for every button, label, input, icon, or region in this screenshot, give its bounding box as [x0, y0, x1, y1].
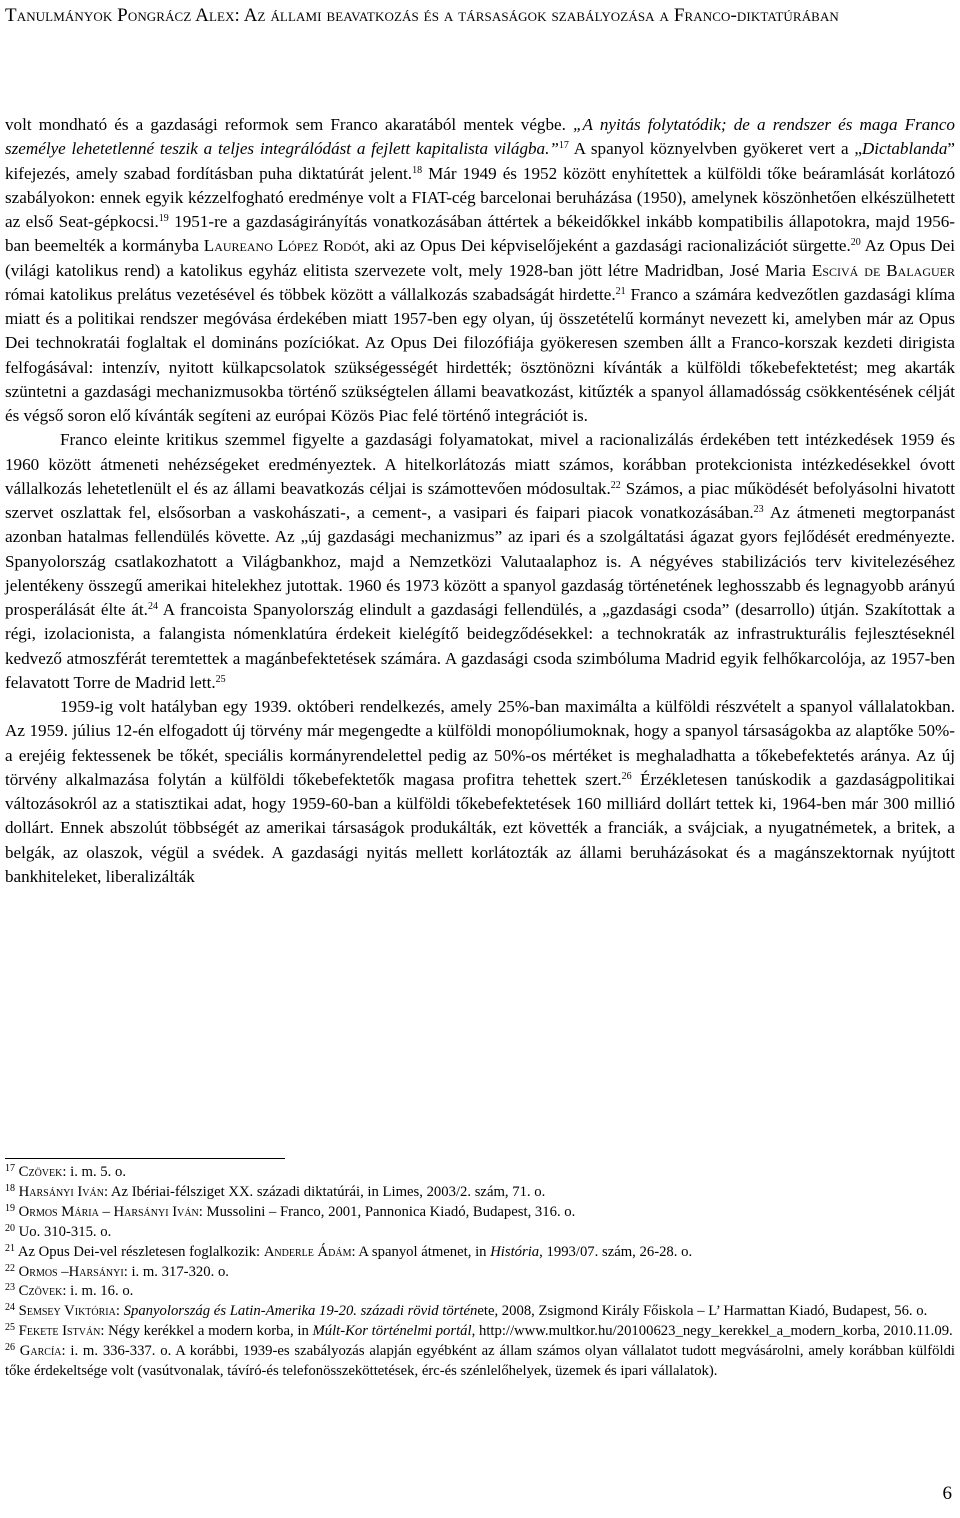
paragraph: volt mondható és a gazdasági reformok sem Franco akaratából mentek végbe. „A nyitás folytatódik; de a rendszer és maga Franco személye lehetetlenné teszik a teljes integrálódást a fejlett kapitalista világba.”$^{17}$ A spanyol köznyelvben gyökeret vert a „Dictablanda” kifejezés, amely szabad fordításban puha diktatúrát jelent.$^{18}$ Már 1949 és 1952 között enyhítettek a külföldi tőke beáramlását korlátozó szabályokon: ennek egyik kézzelfogható eredménye volt a FIAT-cég barcelonai beruházása (1950), amelynek köszönhetően elkészülhetett az első Seat-gépkocsi.$^{19}$ 1951-re a gazdaságirányítás vonatkozásában áttértek a békeidőkkel inkább kompatibilis állapotokra, majd 1956-ban beemelték a kormányba Laureano López Rodót, aki az Opus Dei képviselőjeként a gazdasági racionalizációt sürgette.$^{20}$ Az Opus Dei (világi katolikus rend) a katolikus egyház elitista szervezete volt, mely 1928-ban jött létre Madridban, José Maria Escivá de Balaguer római katolikus prelátus vezetésével és többek között a vállalkozás szabadságát hirdette.$^{21}$ Franco a számára kedvezőtlen gazdasági klíma miatt és a politikai rendszer megóvása érdekében miatt 1957-ben egy olyan, új összetételű kormányt nevezett ki, amelyben már az Opus Dei technokratái foglaltak el domináns pozíciókat. Az Opus Dei filozófiája gyökeresen szemben állt a Franco-korszak kezdeti dirigista felfogásával: intenzív, nyitott külkapcsolatok szükségességét hirdették; ösztönözni kívánták a külföldi tőkebefektetést; meg akarták szüntetni a gazdasági mechanizmusokba történő szükségtelen állami beavatkozást, kitűzték a spanyol államadósság csökkentésének célját és végső soron elő kívánták segíteni az európai Közös Piac felé történő integrációt is.: [5, 115, 956, 425]
footnote-ref[interactable]: 24: [147, 601, 158, 612]
footnote-ref[interactable]: 21: [615, 285, 626, 297]
paragraph: 1959-ig volt hatályban egy 1939. októberi rendelkezés, amely 25%-ban maximálta a külföldi részvételt a spanyol vállalatokban. Az 1959. július 12-én elfogadott új törvény már megengedte a külföldi monopóliumoknak, hogy a spanyol társaságokba az alaptőke 50%-a erejéig fektessenek be tőkét, speciális kormányrendelettel pedig az 50%-os mértéket is meghaladhatta a tőkebefektetés aránya. Az új törvény alkalmazása folytán a külföldi tőkebefektetők magasa profitra tehettek szert.$^{26}$ Érzékletesen tanúskodik a gazdaságpolitikai változásokról az a statisztikai adat, hogy 1959-60-ban a külföldi tőkebefektetések 160 milliárd dollárt tettek ki, 1964-ben már 300 millió dollárt. Ennek abszolút többségét az amerikai társaságok produkálták, ezt követték a franciák, a svájciak, a nyugatnémetek, a britek, a belgák, az olaszok, végül a svédek. A gazdasági nyitás mellett korlátozták az állami beruházásokat és a magánszektornak nyújtott bankhiteleket, liberalizálták: [5, 697, 955, 886]
footnote: $^{18}$ Harsányi Iván: Az Ibériai-félsziget XX. századi diktatúrái, in Limes, 2003/2. szám, 71. o.: [5, 1182, 546, 1200]
footnote: $^{20}$ Uo. 310-315. o.: [5, 1222, 112, 1240]
footnote-ref[interactable]: 17: [558, 140, 569, 152]
running-header: Tanulmányok Pongrácz Alex: Az állami beavatkozás és a társaságok szabályozása a Franco-diktatúrában: [5, 5, 839, 26]
footnotes: [5, 1163, 955, 1382]
quote: „A nyitás folytatódik; de a rendszer és maga Franco személye lehetetlenné teszik a teljes integrálódást a fejlett kapitalista világba.”: [5, 115, 955, 159]
footnote: $^{25}$ Fekete István: Négy kerékkel a modern korba, in Múlt-Kor történelmi portál, http://www.multkor.hu/20100623_negy_kerekkel_a_modern_korba, 2010.11.09.: [5, 1322, 953, 1340]
paragraph: Franco eleinte kritikus szemmel figyelte a gazdasági folyamatokat, mivel a racionalizálás érdekében tett intézkedések 1959 és 1960 között átmeneti nehézségeket eredményeztek. A hitelkorlátozás miatt számos, korábban protekcionista intézkedésekkel óvott vállalkozás lehetetlenült el és az állami beavatkozás céljai is számottevően módosultak.$^{22}$ Számos, a piac működését befolyásolni hivatott szervet oszlattak fel, elsősorban a vaskohászati-, a cement-, a vasipari és faipari piacok vonatkozásában.$^{23}$ Az átmeneti megtorpanást azonban hatalmas fellendülés követte. Az „új gazdasági mechanizmus” az ipari és a szolgáltatási ágazat gyors fejlődését eredményezte. Spanyolország csatlakozhatott a Világbankhoz, majd a Nemzetközi Valutaalaphoz is. A négyéves stabilizációs terv kivitelezéséhez jelentékeny összegű amerikai hitelekhez jutottak. 1960 és 1973 között a spanyol gazdaság történetének leghosszabb és legnagyobb arányú prosperálását élte át.$^{24}$ A francoista Spanyolország elindult a gazdasági fellendülés, a „gazdasági csoda” (desarrollo) útján. Szakítottak a régi, izolacionista, a falangista nómenklatúra érdekeit kielégítő beidegződésekkel: a technokraták az infrastrukturális fejlesztéseknél kedvező atmoszférát teremtettek a magánbefektetések számára. A gazdasági csoda szimbóluma Madrid egyik felhőkarcolója, az 1957-ben felavatott Torre de Madrid lett.$^{25}$: [5, 430, 956, 692]
footnote-ref[interactable]: 20: [850, 237, 861, 249]
footnote: $^{19}$ Ormos Mária – Harsányi Iván: Mussolini – Franco, 2001, Pannonica Kiadó, Budapest, 316. o.: [5, 1202, 576, 1220]
footnote-ref[interactable]: 23: [753, 504, 764, 515]
footnote-ref[interactable]: 26: [621, 770, 632, 782]
footnote-ref[interactable]: 22: [610, 479, 621, 491]
main-text: [5, 113, 955, 889]
footnote-ref[interactable]: 18: [412, 164, 423, 176]
footnote-ref[interactable]: 19: [158, 213, 169, 224]
footnote: $^{21}$ Az Opus Dei-vel részletesen foglalkozik: Anderle Ádám: A spanyol átmenet, in História, 1993/07. szám, 26-28. o.: [5, 1242, 693, 1260]
page-number: 6: [942, 1483, 952, 1504]
footnote: $^{24}$ Semsey Viktória: Spanyolország és Latin-Amerika 19-20. századi rövid története, 2008, Zsigmond Király Főiskola – L’ Harmattan Kiadó, Budapest, 56. o.: [5, 1302, 928, 1320]
footnote: $^{23}$ Czövek: i. m. 16. o.: [5, 1282, 134, 1300]
footnote: $^{26}$ García: i. m. 336-337. o. A korábbi, 1939-es szabályozás alapján egyébként az állam számos olyan vállalatot tudott megvásárolni, amely korábban külföldi tőke érdekeltsége volt (vasútvonalak, távíró-és telefonösszeköttetések, érc-és szénlelőhelyek, üzemek és ipari vállalatok).: [5, 1342, 956, 1380]
footnote: $^{22}$ Ormos –Harsányi: i. m. 317-320. o.: [5, 1262, 229, 1280]
footnote-ref[interactable]: 25: [215, 673, 226, 685]
footnote: $^{17}$ Czövek: i. m. 5. o.: [5, 1163, 127, 1180]
footnote-separator: [5, 1158, 285, 1159]
